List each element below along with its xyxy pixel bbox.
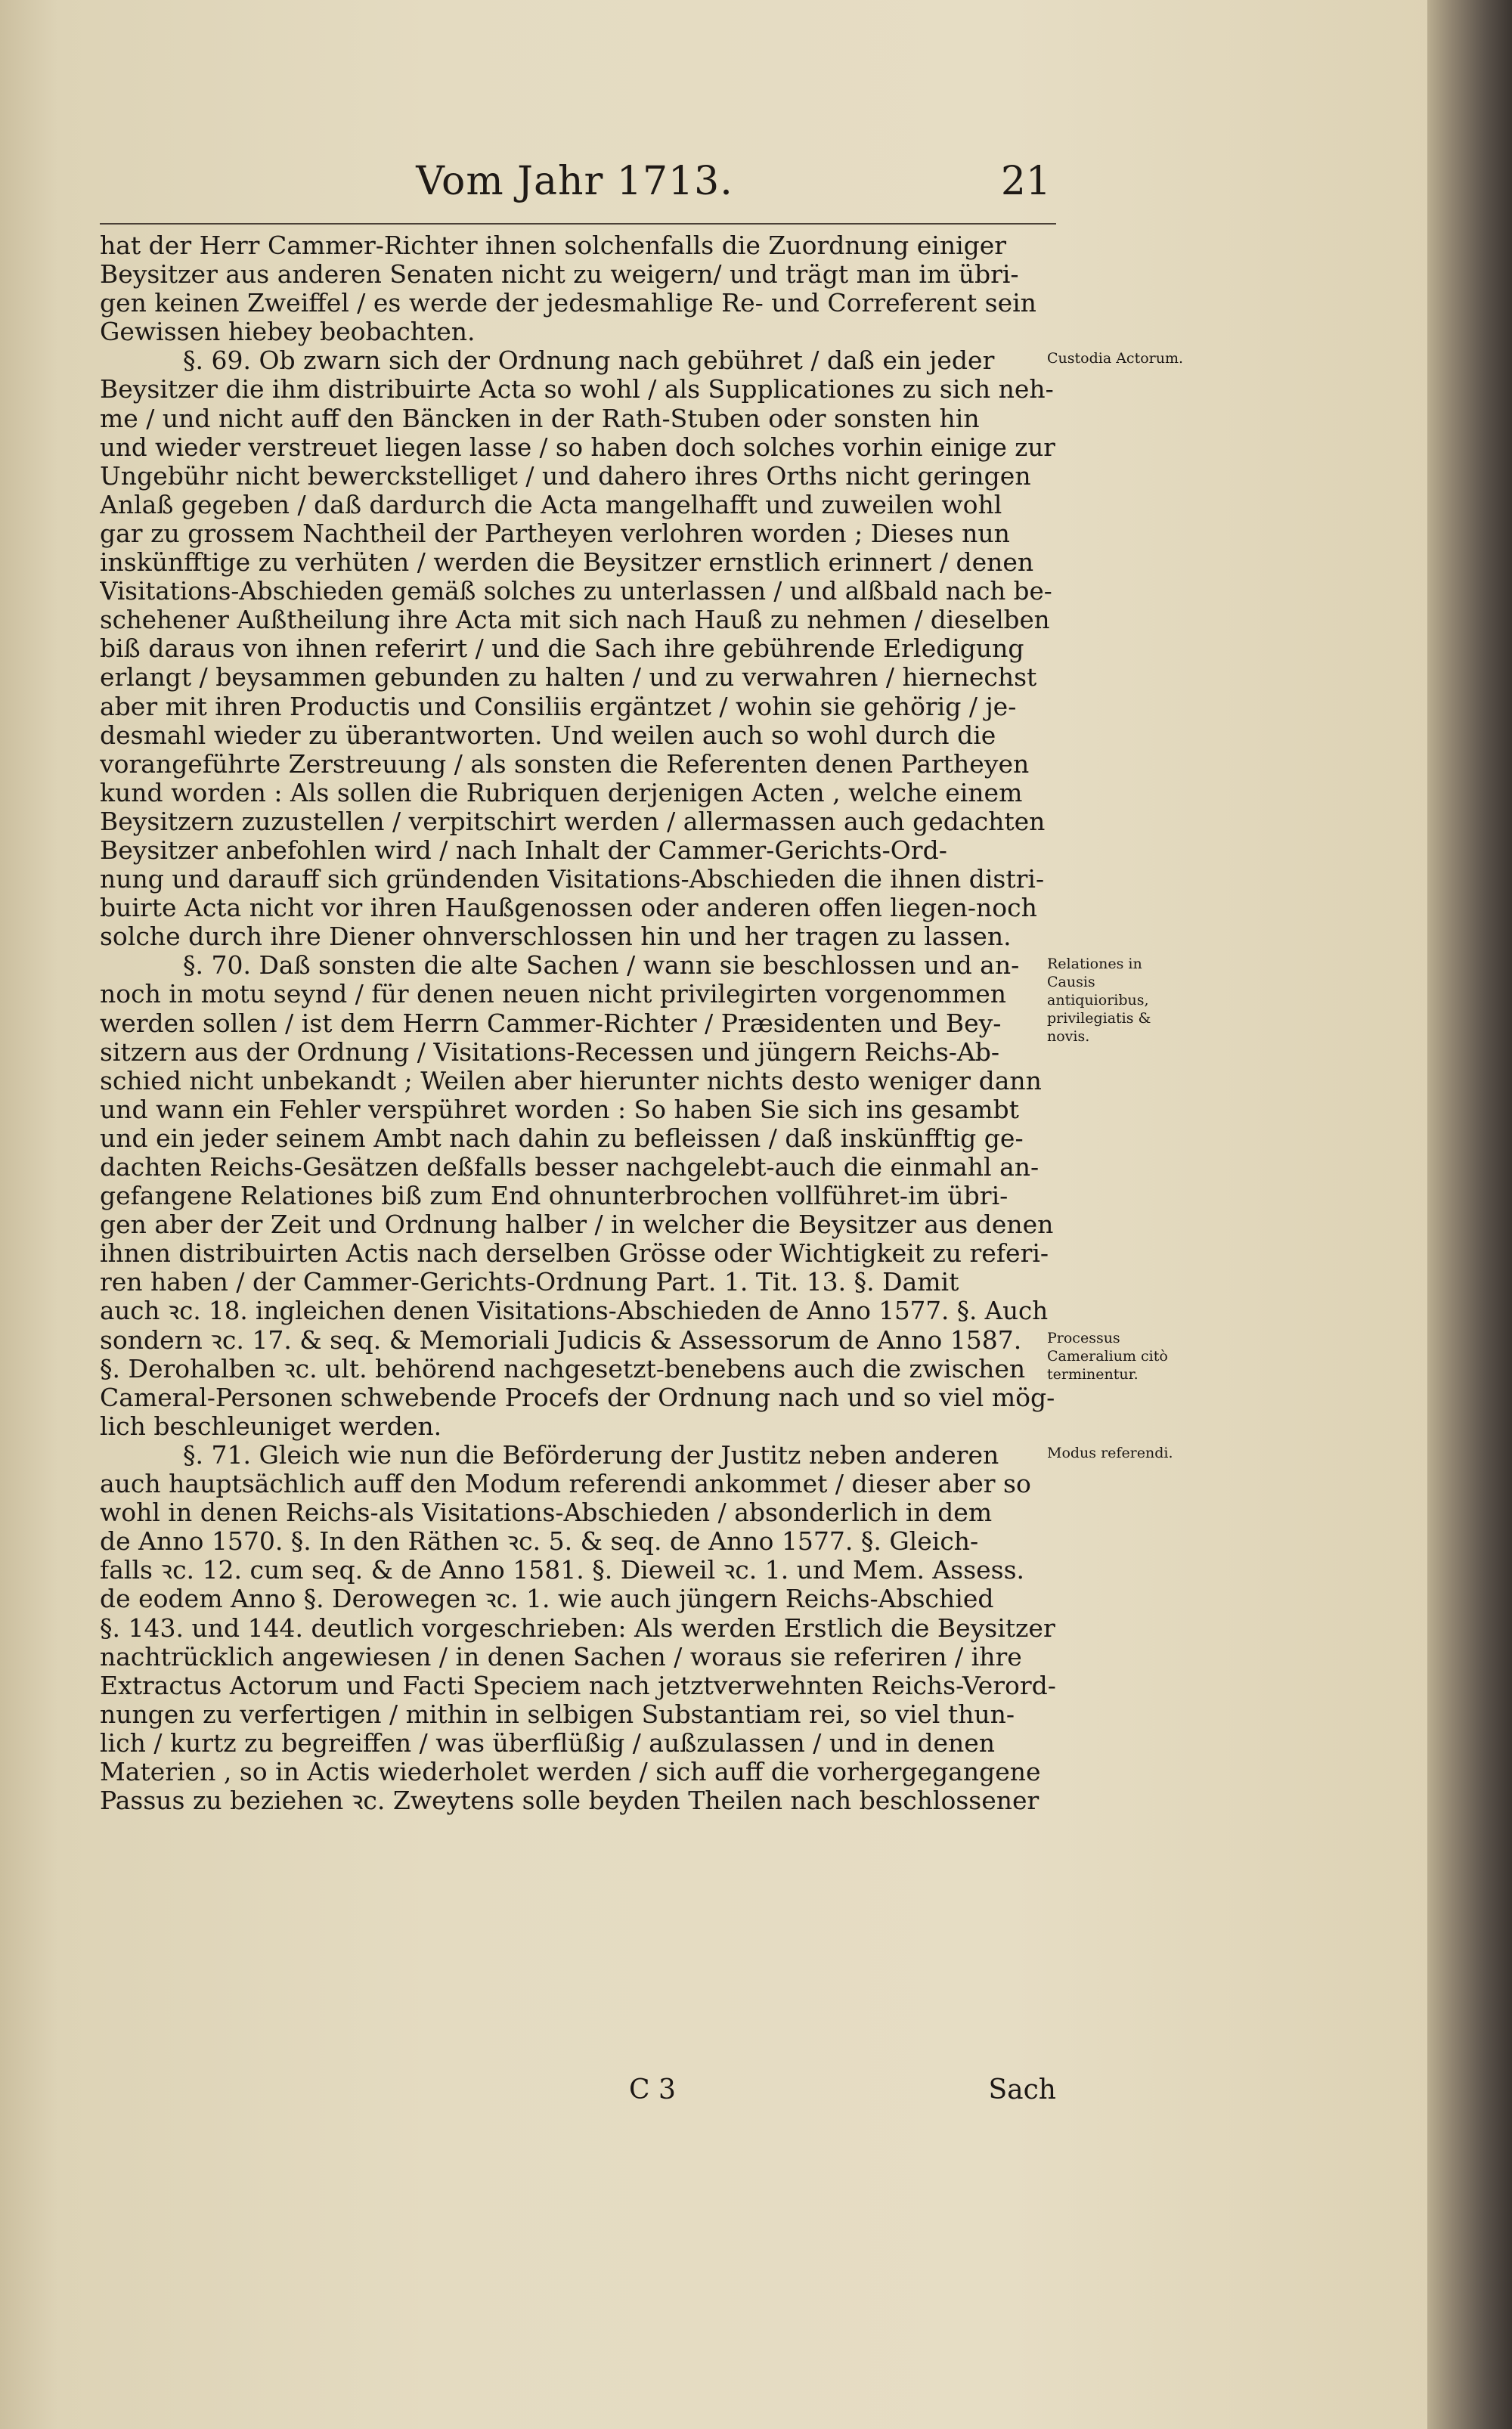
margin-note: Processus Cameralium citò terminentur. [1047, 1329, 1168, 1383]
margin-note: Relationes in Causis antiquioribus, privilegiatis & novis. [1047, 955, 1151, 1045]
text-line: Visitations-Abschieden gemäß solches zu unterlassen / und alßbald nach be- [100, 577, 1052, 606]
text-line: §. 69. Ob zwarn sich der Ordnung nach gebühret / daß ein jeder [183, 346, 995, 376]
text-line: Gewissen hiebey beobachten. [100, 318, 476, 347]
text-line: schehener Außtheilung ihre Acta mit sich nach Hauß zu nehmen / dieselben [100, 606, 1050, 635]
text-line: desmahl wieder zu überantworten. Und weilen auch so wohl durch die [100, 720, 996, 750]
margin-note: Custodia Actorum. [1047, 350, 1184, 367]
page-edge [1427, 0, 1512, 2429]
text-line: und wann ein Fehler verspühret worden : So haben Sie sich ins gesambt [100, 1095, 1019, 1124]
text-line: biß daraus von ihnen referirt / und die Sach ihre gebührende Erledigung [100, 634, 1024, 664]
text-line: sondern ꝛc. 17. & seq. & Memoriali Judicis & Assessorum de Anno 1587. [100, 1325, 1022, 1355]
text-line: sitzern aus der Ordnung / Visitations-Recessen und jüngern Reichs-Ab- [100, 1037, 1000, 1067]
text-line: inskünfftige zu verhüten / werden die Beysitzer ernstlich erinnert / denen [100, 548, 1034, 578]
text-line: ihnen distribuirten Actis nach derselben Grösse oder Wichtigkeit zu referi- [100, 1239, 1049, 1269]
text-line: Ungebühr nicht bewerckstelliget / und dahero ihres Orths nicht geringen [100, 461, 1031, 491]
running-title: Vom Jahr 1713. [416, 159, 733, 204]
text-line: erlangt / beysammen gebunden zu halten / und zu verwahren / hiernechst [100, 663, 1037, 692]
text-line: Beysitzer anbefohlen wird / nach Inhalt der Cammer-Gerichts-Ord- [100, 835, 947, 865]
signature-mark: C 3 [629, 2074, 676, 2105]
text-line: §. 143. und 144. deutlich vorgeschrieben: Als werden Erstlich die Beysitzer [100, 1613, 1055, 1643]
text-line: Beysitzern zuzustellen / verpitschirt werden / allermassen auch gedachten [100, 807, 1046, 836]
text-line: lich beschleuniget werden. [100, 1411, 442, 1441]
text-line: Extractus Actorum und Facti Speciem nach jetztverwehnten Reichs-Verord- [100, 1671, 1056, 1700]
page-footer [100, 2074, 1056, 2108]
text-line: aber mit ihren Productis und Consiliis ergäntzet / wohin sie gehörig / je- [100, 692, 1017, 721]
text-line: falls ꝛc. 12. cum seq. & de Anno 1581. §. Dieweil ꝛc. 1. und Mem. Assess. [100, 1556, 1025, 1585]
text-line: vorangeführte Zerstreuung / als sonsten die Referenten denen Partheyen [100, 749, 1030, 779]
text-line: gen aber der Zeit und Ordnung halber / in welcher die Beysitzer aus denen [100, 1210, 1054, 1240]
text-line: Beysitzer aus anderen Senaten nicht zu weigern/ und trägt man im übri- [100, 260, 1019, 290]
text-line: Anlaß gegeben / daß dardurch die Acta mangelhafft und zuweilen wohl [100, 490, 1002, 519]
text-line: §. Derohalben ꝛc. ult. behörend nachgesetzt-benebens auch die zwischen [100, 1354, 1026, 1383]
text-line: Cameral-Personen schwebende Procefs der Ordnung nach und so viel mög- [100, 1383, 1055, 1412]
text-line: nung und darauff sich gründenden Visitations-Abschieden die ihnen distri- [100, 865, 1045, 894]
text-line: wohl in denen Reichs-als Visitations-Abschieden / absonderlich in dem [100, 1498, 993, 1528]
text-line: de Anno 1570. §. In den Räthen ꝛc. 5. & seq. de Anno 1577. §. Gleich- [100, 1527, 979, 1557]
text-line: dachten Reichs-Gesätzen deßfalls besser nachgelebt-auch die einmahl an- [100, 1153, 1040, 1182]
text-line: de eodem Anno §. Derowegen ꝛc. 1. wie auch jüngern Reichs-Abschied [100, 1585, 994, 1614]
text-line: und wieder verstreuet liegen lasse / so haben doch solches vorhin einige zur [100, 432, 1055, 462]
catchword: Sach [988, 2074, 1056, 2105]
text-line: gar zu grossem Nachtheil der Partheyen verlohren worden ; Dieses nun [100, 519, 1010, 548]
running-header [98, 159, 1051, 212]
text-line: kund worden : Als sollen die Rubriquen derjenigen Acten , welche einem [100, 778, 1023, 807]
margin-note: Modus referendi. [1047, 1445, 1173, 1462]
text-line: me / und nicht auff den Bäncken in der Rath-Stuben oder sonsten hin [100, 404, 980, 433]
header-rule [100, 223, 1056, 225]
text-line: gen keinen Zweiffel / es werde der jedesmahlige Re- und Correferent sein [100, 289, 1036, 318]
text-line: §. 70. Daß sonsten die alte Sachen / wann sie beschlossen und an- [183, 951, 1020, 981]
text-line: hat der Herr Cammer-Richter ihnen solchenfalls die Zuordnung einiger [100, 231, 1007, 260]
text-line: ren haben / der Cammer-Gerichts-Ordnung Part. 1. Tit. 13. §. Damit [100, 1268, 959, 1297]
text-line: werden sollen / ist dem Herrn Cammer-Richter / Præsidenten und Bey- [100, 1008, 1002, 1038]
text-line: §. 71. Gleich wie nun die Beförderung der Justitz neben anderen [183, 1440, 999, 1470]
text-line: solche durch ihre Diener ohnverschlossen hin und her tragen zu lassen. [100, 922, 1012, 952]
text-line: Beysitzer die ihm distribuirte Acta so wohl / als Supplicationes zu sich neh- [100, 375, 1054, 404]
text-line: lich / kurtz zu begreiffen / was überflüßig / außzulassen / und in denen [100, 1728, 996, 1758]
text-line: nungen zu verfertigen / mithin in selbigen Substantiam rei, so viel thun- [100, 1699, 1015, 1729]
text-line: nachtrücklich angewiesen / in denen Sachen / woraus sie referiren / ihre [100, 1642, 1022, 1671]
text-line: noch in motu seynd / für denen neuen nicht privilegirten vorgenommen [100, 980, 1007, 1009]
text-line: buirte Acta nicht vor ihren Haußgenossen oder anderen offen liegen-noch [100, 894, 1037, 923]
text-line: und ein jeder seinem Ambt nach dahin zu befleissen / daß inskünfftig ge- [100, 1123, 1024, 1153]
text-line: auch ꝛc. 18. ingleichen denen Visitations-Abschieden de Anno 1577. §. Auch [100, 1297, 1049, 1326]
text-line: schied nicht unbekandt ; Weilen aber hierunter nichts desto weniger dann [100, 1066, 1042, 1095]
text-line: auch hauptsächlich auff den Modum referendi ankommet / dieser aber so [100, 1470, 1031, 1499]
body-text [100, 231, 1056, 1815]
text-line: gefangene Relationes biß zum End ohnunterbrochen vollführet-im übri- [100, 1182, 1009, 1211]
text-line: Passus zu beziehen ꝛc. Zweytens solle beyden Theilen nach beschlossener [100, 1786, 1040, 1816]
text-line: Materien , so in Actis wiederholet werden / sich auff die vorhergegangene [100, 1757, 1041, 1786]
page-number: 21 [1000, 159, 1051, 204]
